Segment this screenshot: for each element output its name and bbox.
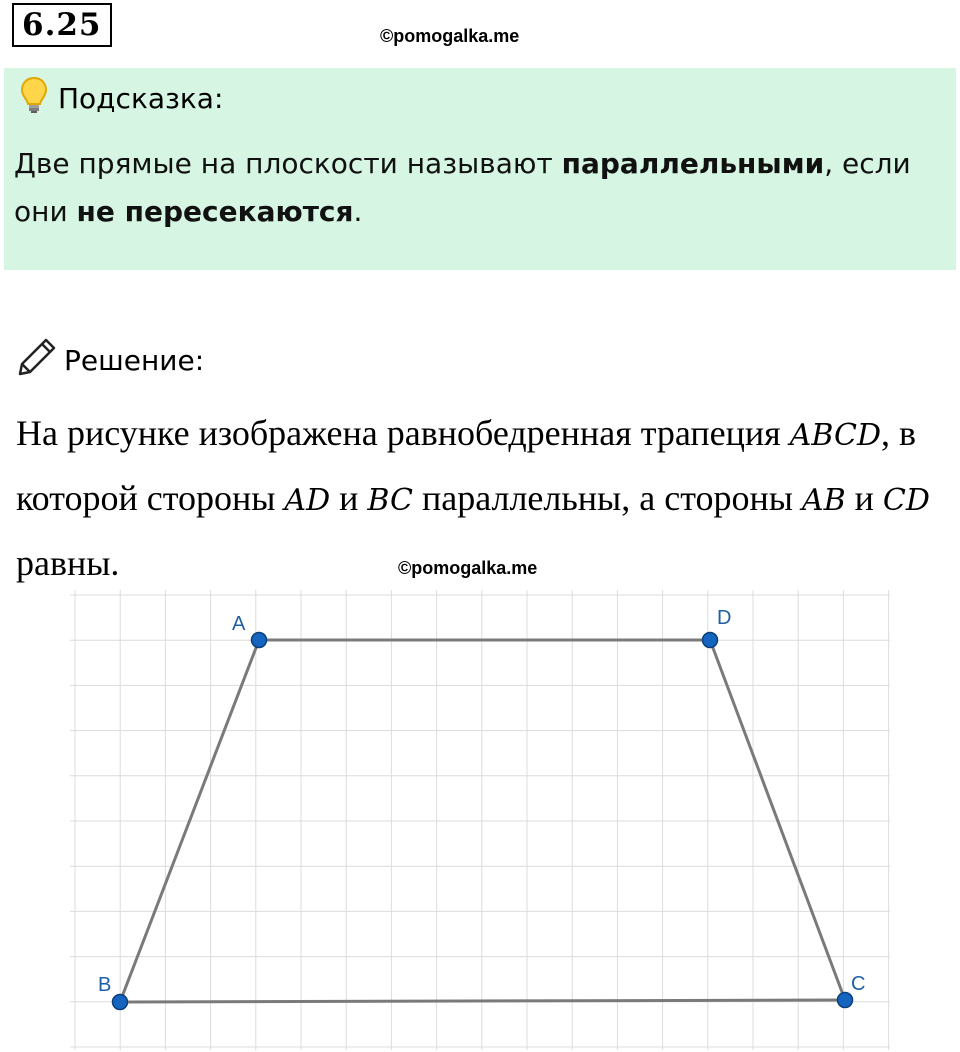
pencil-icon: [16, 336, 58, 385]
watermark-top: ©pomogalka.me: [380, 26, 520, 46]
problem-number: 6.25: [12, 3, 112, 47]
lightbulb-icon: [20, 76, 48, 121]
trapezoid-figure: [70, 590, 890, 1050]
point-b: [113, 995, 128, 1010]
watermark-middle: ©pomogalka.me: [398, 558, 538, 578]
point-a: [252, 633, 267, 648]
point-d: [703, 633, 718, 648]
label-c: C: [851, 973, 866, 995]
hint-box: [4, 68, 956, 270]
segment-dc: [710, 640, 845, 1000]
hint-title: Подсказка:: [58, 81, 224, 115]
trapezoid-drawing: [70, 590, 890, 1050]
solution-header: [16, 336, 204, 384]
segment-cb: [120, 1000, 845, 1002]
label-a: A: [232, 613, 246, 635]
hint-text: Две прямые на плоскости называют параллельными, если они не пересекаются.: [14, 147, 911, 228]
grid: [70, 590, 890, 1050]
hint-header: [20, 78, 223, 118]
label-b: B: [98, 974, 112, 996]
solution-text: На рисунке изображена равнобедренная трапеция ABCD, в которой стороны AD и BC параллельны, а стороны AB и CD равны.: [16, 413, 930, 583]
label-d: D: [717, 607, 732, 629]
solution-title: Решение:: [64, 343, 205, 377]
